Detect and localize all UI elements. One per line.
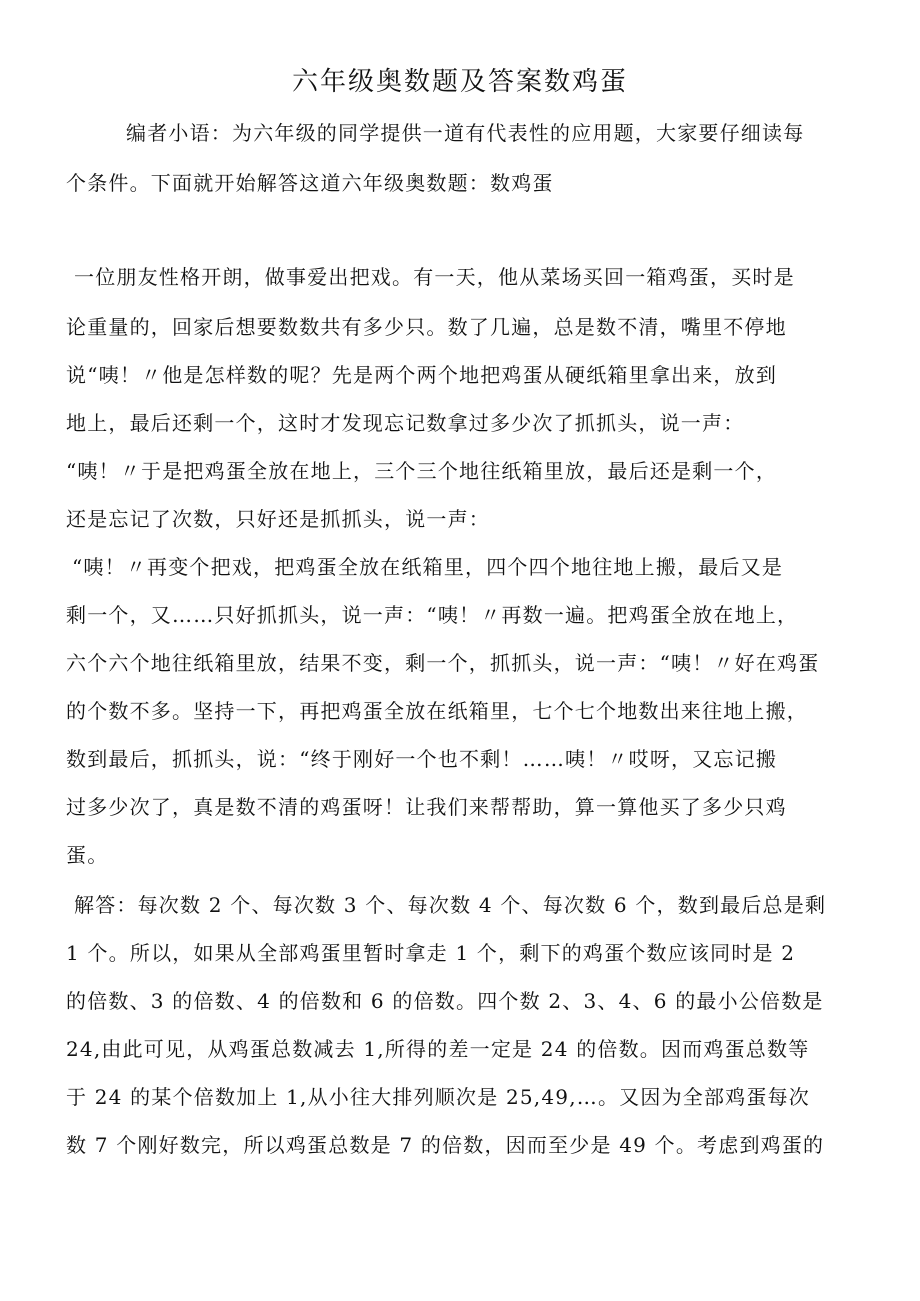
story-line: 六个六个地往纸箱里放，结果不变，剩一个，抓抓头，说一声：“咦！〃好在鸡蛋 [66,651,820,675]
answer-line: 的倍数、3 的倍数、4 的倍数和 6 的倍数。四个数 2、3、4、6 的最小公倍数是 [66,989,824,1013]
answer-line: 24,由此可见，从鸡蛋总数减去 1,所得的差一定是 24 的倍数。因而鸡蛋总数等 [66,1037,810,1061]
story-line: “咦！〃于是把鸡蛋全放在地上，三个三个地往纸箱里放，最后还是剩一个， [66,459,778,483]
answer-line: 数 7 个刚好数完，所以鸡蛋总数是 7 的倍数，因而至少是 49 个。考虑到鸡蛋的 [66,1133,825,1157]
story-line: 蛋。 [66,843,109,867]
story-line: 的个数不多。坚持一下，再把鸡蛋全放在纸箱里，七个七个地数出来往地上搬， [66,699,808,723]
story-line: 说“咦！〃他是怎样数的呢？先是两个两个地把鸡蛋从硬纸箱里拿出来，放到 [66,363,778,387]
answer-line: 1 个。所以，如果从全部鸡蛋里暂时拿走 1 个，剩下的鸡蛋个数应该同时是 2 [66,941,796,965]
answer-line: 于 24 的某个倍数加上 1,从小往大排列顺次是 25,49,…。又因为全部鸡蛋每次 [66,1085,810,1109]
intro-line: 个条件。下面就开始解答这道六年级奥数题：数鸡蛋 [66,171,554,195]
story-line: 还是忘记了次数，只好还是抓抓头，说一声： [66,507,490,531]
story-line: 论重量的，回家后想要数数共有多少只。数了几遍，总是数不清，嘴里不停地 [66,315,787,339]
intro-line: 编者小语：为六年级的同学提供一道有代表性的应用题，大家要仔细读每 [126,121,805,145]
story-line: 一位朋友性格开朗，做事爱出把戏。有一天，他从菜场买回一箱鸡蛋，买时是 [74,265,795,289]
story-line: “咦！〃再变个把戏，把鸡蛋全放在纸箱里，四个四个地往地上搬，最后又是 [72,555,784,579]
page-title: 六年级奥数题及答案数鸡蛋 [291,67,628,97]
answer-line: 解答：每次数 2 个、每次数 3 个、每次数 4 个、每次数 6 个，数到最后总是剩 [74,893,827,917]
story-line: 剩一个，又……只好抓抓头，说一声：“咦！〃再数一遍。把鸡蛋全放在地上， [66,603,799,627]
story-line: 数到最后，抓抓头，说：“终于刚好一个也不剩！……咦！〃哎呀，又忘记搬 [66,747,778,771]
story-line: 地上，最后还剩一个，这时才发现忘记数拿过多少次了抓抓头，说一声： [66,411,745,435]
story-line: 过多少次了，真是数不清的鸡蛋呀！让我们来帮帮助，算一算他买了多少只鸡 [66,795,787,819]
